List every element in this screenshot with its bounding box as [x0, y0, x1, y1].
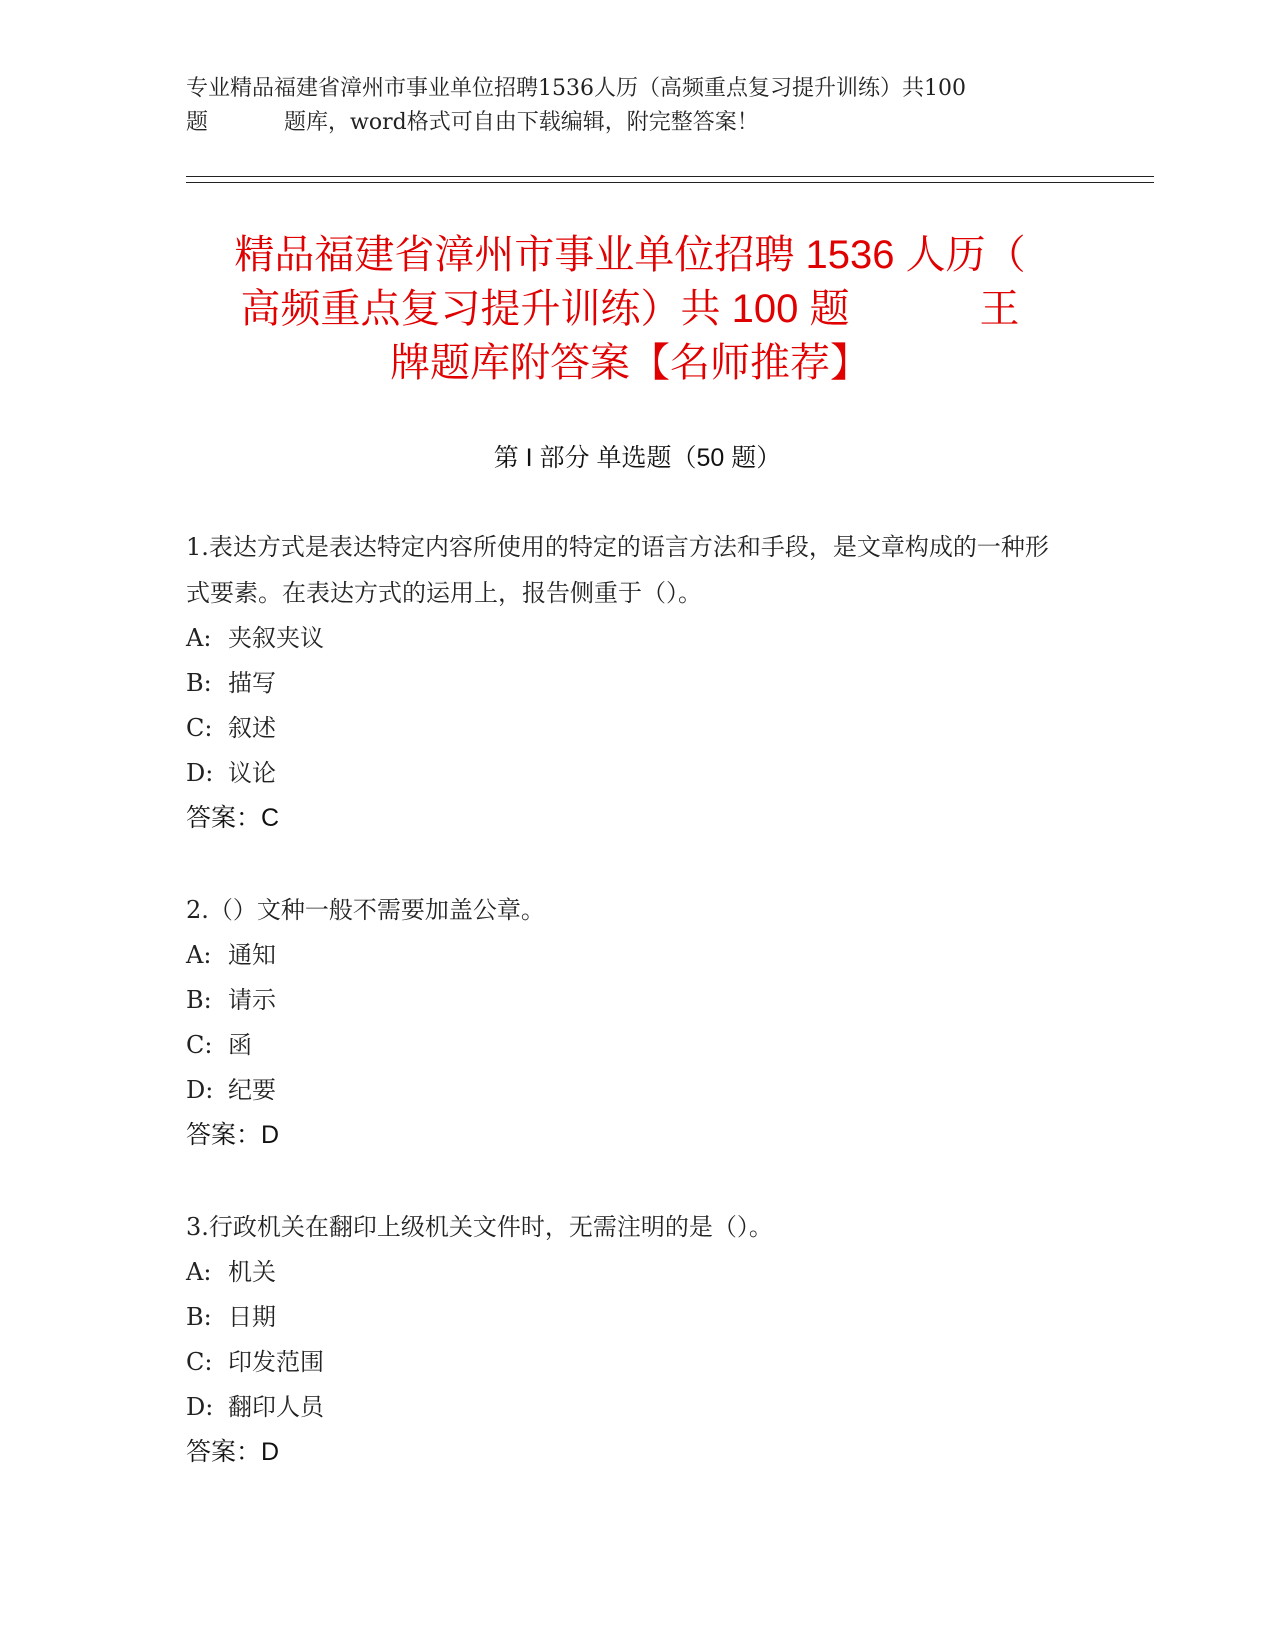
option-d: [186, 1068, 1066, 1113]
header-line-2: [186, 106, 1066, 140]
header-line-2-end: 题库，word格式可自由下载编辑，附完整答案！: [284, 110, 759, 135]
header-line-1: 专业精品福建省漳州市事业单位招聘1536人历（高频重点复习提升训练）共100: [186, 76, 966, 101]
question-item: [186, 524, 1066, 841]
option-key: B:: [186, 1303, 212, 1331]
question-item: [186, 1204, 1066, 1475]
option-text: 议论: [228, 759, 276, 787]
question-item: [186, 887, 1066, 1158]
option-a: [186, 616, 1066, 661]
option-text: 叙述: [228, 714, 276, 742]
option-key: C:: [186, 714, 213, 742]
option-key: B:: [186, 669, 212, 697]
question-text: 3.行政机关在翻印上级机关文件时，无需注明的是（）。: [186, 1213, 773, 1241]
option-text: 翻印人员: [228, 1393, 324, 1421]
title-line-3: 牌题库附答案【名师推荐】: [390, 341, 870, 385]
option-text: 日期: [228, 1303, 276, 1331]
option-d: [186, 1385, 1066, 1430]
answer-text: 答案：D: [186, 1438, 280, 1466]
option-key: D:: [186, 1393, 214, 1421]
option-key: A:: [186, 624, 212, 652]
title-line-2-start: 高频重点复习提升训练）共 100 题: [240, 287, 850, 331]
page-header: [186, 72, 1066, 140]
option-c: [186, 1340, 1066, 1385]
option-text: 通知: [228, 941, 276, 969]
header-divider-bottom: [186, 182, 1154, 183]
question-list: [186, 524, 1066, 1521]
option-key: C:: [186, 1348, 213, 1376]
option-key: B:: [186, 986, 212, 1014]
title-line-2-end: 王: [979, 287, 1020, 331]
option-text: 印发范围: [228, 1348, 324, 1376]
option-text: 夹叙夹议: [228, 624, 324, 652]
option-key: A:: [186, 941, 212, 969]
title-line-1: 精品福建省漳州市事业单位招聘 1536 人历（: [234, 233, 1026, 277]
option-key: D:: [186, 1076, 214, 1104]
answer-text: 答案：D: [186, 1121, 280, 1149]
option-key: A:: [186, 1258, 212, 1286]
option-a: [186, 933, 1066, 978]
question-text: 1.表达方式是表达特定内容所使用的特定的语言方法和手段，是文章构成的一种形式要素。在表达方式的运用上，报告侧重于（）。: [186, 533, 1049, 607]
answer-text: 答案：C: [186, 804, 280, 832]
option-key: D:: [186, 759, 214, 787]
option-b: [186, 1295, 1066, 1340]
section-title: 第 I 部分 单选题（50 题）: [493, 444, 782, 472]
option-b: [186, 978, 1066, 1023]
header-divider-top: [186, 176, 1154, 177]
option-text: 机关: [228, 1258, 276, 1286]
option-text: 请示: [228, 986, 276, 1014]
title-line-2: [180, 282, 1080, 336]
option-text: 描写: [228, 669, 276, 697]
option-text: 纪要: [228, 1076, 276, 1104]
option-c: [186, 706, 1066, 751]
document-title: [180, 228, 1080, 390]
option-b: [186, 661, 1066, 706]
header-line-2-start: 题: [186, 110, 209, 135]
option-d: [186, 751, 1066, 796]
option-a: [186, 1250, 1066, 1295]
option-key: C:: [186, 1031, 213, 1059]
option-text: 函: [228, 1031, 252, 1059]
option-c: [186, 1023, 1066, 1068]
question-text: 2.（）文种一般不需要加盖公章。: [186, 896, 545, 924]
